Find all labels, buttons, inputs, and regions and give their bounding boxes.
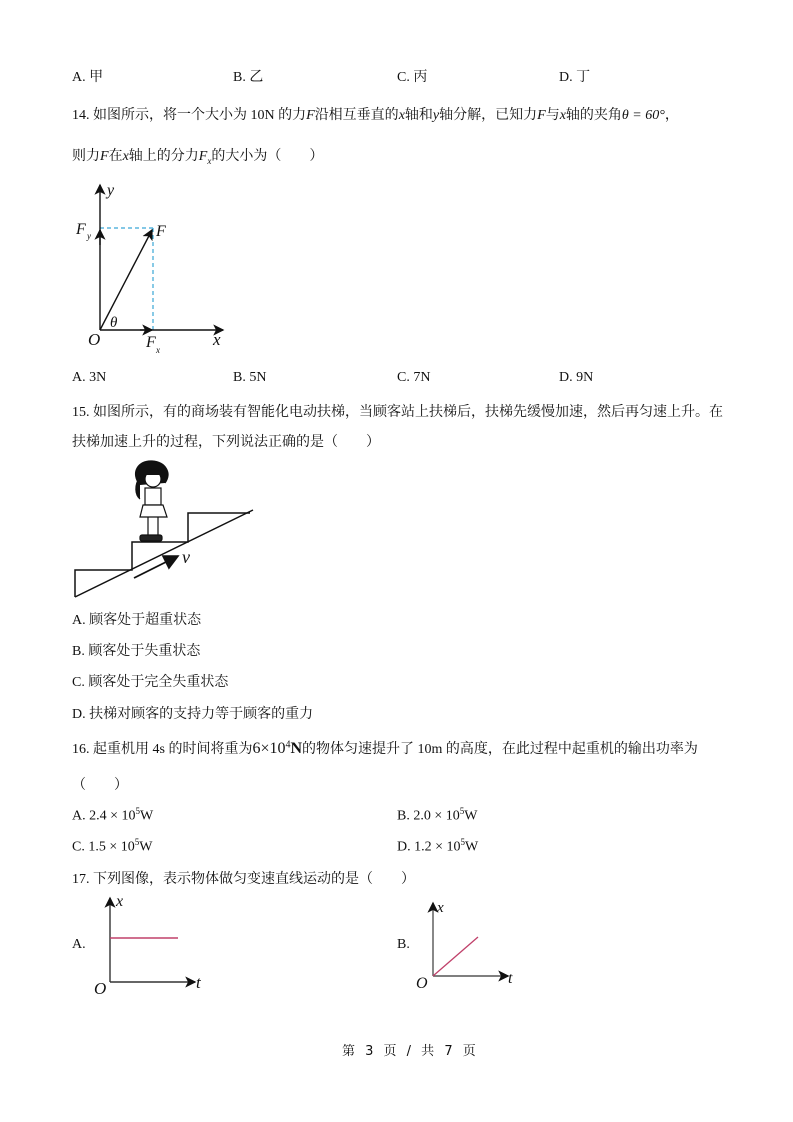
svg-text:v: v (182, 547, 190, 567)
page-footer: 第 3 页 / 共 7 页 (342, 1044, 479, 1059)
svg-text:x: x (437, 900, 444, 916)
q17-stem: 17. 下列图像，表示物体做匀变速直线运动的是（ ） (72, 872, 415, 887)
svg-text:t: t (196, 973, 201, 992)
q15-option-c: C. 顾客处于完全失重状态 (72, 675, 229, 690)
svg-text:x: x (156, 345, 160, 355)
q14-option-a: A. 3N (72, 370, 107, 385)
svg-text:F: F (146, 334, 156, 351)
svg-text:F: F (156, 223, 166, 240)
svg-text:O: O (416, 975, 428, 992)
q16-option-d: D. $1.2 \times 10^5W$ (397, 837, 479, 855)
svg-text:O: O (94, 979, 107, 998)
q16-option-c: C. $1.5 \times 10^5W$ (72, 837, 153, 855)
q13-option-c: C. 丙 (397, 70, 428, 85)
svg-text:x: x (116, 893, 124, 910)
q16-option-a: A. $2.4 \times 10^5W$ (72, 806, 154, 824)
q14-option-b: B. 5N (233, 370, 267, 385)
q16-stem-line1: 16. 起重机用 4s 的时间将重为$6\times 10^4N$的物体匀速提升了 10m 的高度，在此过程中起重机的输出功率为 (72, 739, 698, 757)
q14-option-c: C. 7N (397, 370, 431, 385)
svg-text:F: F (76, 221, 86, 238)
force-decomposition-figure (60, 175, 260, 360)
q16-stem-line2: （ ） (72, 778, 128, 793)
escalator-diagram (60, 455, 270, 605)
svg-text:x: x (213, 330, 221, 349)
q14-option-d: D. 9N (559, 370, 594, 385)
svg-text:θ: θ (110, 315, 118, 331)
q15-option-a: A. 顾客处于超重状态 (72, 613, 202, 628)
svg-text:t: t (508, 970, 513, 987)
q15-stem-line1: 15. 如图所示，有的商场装有智能化电动扶梯，当顾客站上扶梯后，扶梯先缓慢加速，然后再匀速上升。在 (72, 405, 723, 420)
q14-stem-line1: 14. 如图所示，将一个大小为 10N 的力F沿相互垂直的x轴和y轴分解，已知力F与x轴的夹角θ = 60°， (72, 108, 679, 123)
q16-option-b: B. $2.0 \times 10^5W$ (397, 806, 478, 824)
svg-text:O: O (88, 330, 101, 349)
girl-figure-icon (136, 461, 168, 541)
q15-stem-line2: 扶梯加速上升的过程，下列说法正确的是（ ） (72, 435, 380, 450)
q15-option-b: B. 顾客处于失重状态 (72, 644, 201, 659)
svg-text:y: y (87, 231, 91, 241)
svg-text:y: y (107, 182, 115, 199)
q13-option-d: D. 丁 (559, 70, 591, 85)
xt-graph-linear (410, 890, 530, 1000)
q15-option-d: D. 扶梯对顾客的支持力等于顾客的重力 (72, 707, 314, 722)
xt-graph-horizontal (90, 890, 210, 1000)
q13-option-b: B. 乙 (233, 70, 264, 85)
q14-stem-line2: 则力F在x轴上的分力$F_x$的大小为（ ） (72, 149, 324, 166)
q13-option-a: A. 甲 (72, 70, 104, 85)
